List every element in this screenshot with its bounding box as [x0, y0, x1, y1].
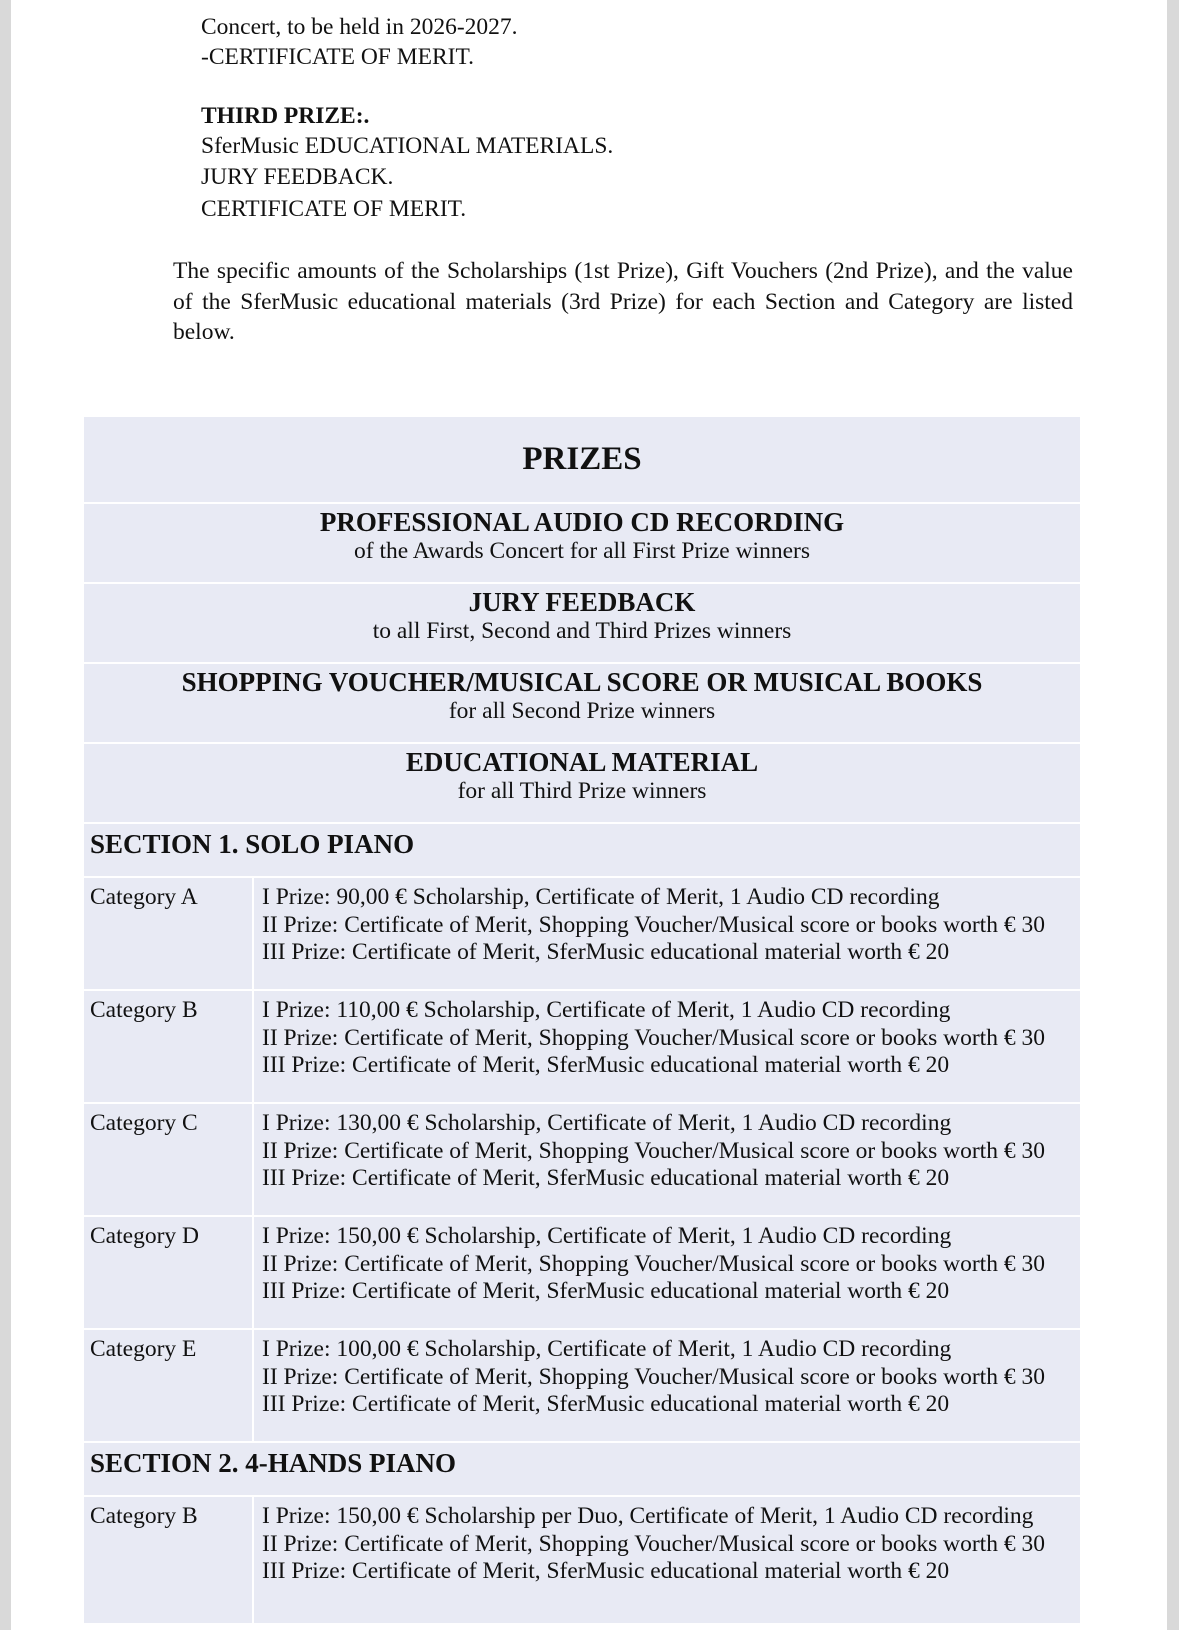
third-prize: III Prize: Certificate of Merit, SferMusic educational material worth € 20 — [262, 1278, 950, 1304]
third-prize-item: JURY FEEDBACK. — [201, 164, 394, 190]
category-label: Category A — [83, 877, 253, 990]
header-title: EDUCATIONAL MATERIAL — [405, 747, 759, 777]
header-educational-material — [83, 743, 1081, 823]
section-2-title: SECTION 2. 4-HANDS PIANO — [83, 1442, 1081, 1496]
document-page — [11, 0, 1167, 1630]
first-prize: I Prize: 150,00 € Scholarship, Certificate of Merit, 1 Audio CD recording — [262, 1223, 952, 1249]
third-prize: III Prize: Certificate of Merit, SferMusic educational material worth € 20 — [262, 1052, 950, 1078]
category-prizes — [253, 990, 1081, 1103]
header-sub: of the Awards Concert for all First Prize winners — [354, 538, 810, 564]
category-prizes — [253, 1329, 1081, 1442]
header-title: PROFESSIONAL AUDIO CD RECORDING — [319, 507, 845, 537]
second-prize: II Prize: Certificate of Merit, Shopping Voucher/Musical score or books worth € 30 — [262, 1137, 1045, 1164]
third-prize: III Prize: Certificate of Merit, SferMusic educational material worth € 20 — [262, 939, 950, 965]
second-prize: II Prize: Certificate of Merit, Shopping Voucher/Musical score or books worth € 30 — [262, 1363, 1045, 1390]
category-prizes — [253, 1496, 1081, 1624]
third-prize-heading: THIRD PRIZE:. — [201, 103, 370, 129]
section-1-title: SECTION 1. SOLO PIANO — [83, 823, 1081, 877]
first-prize: I Prize: 100,00 € Scholarship, Certificate of Merit, 1 Audio CD recording — [262, 1336, 952, 1362]
category-row — [83, 877, 1081, 990]
category-row — [83, 990, 1081, 1103]
header-shopping-voucher — [83, 663, 1081, 743]
category-prizes — [253, 1103, 1081, 1216]
second-prize: II Prize: Certificate of Merit, Shopping Voucher/Musical score or books worth € 30 — [262, 1250, 1045, 1277]
category-label: Category E — [83, 1329, 253, 1442]
prizes-table — [82, 415, 1082, 1625]
header-sub: for all Second Prize winners — [448, 698, 716, 724]
intro-line: -CERTIFICATE OF MERIT. — [201, 44, 474, 70]
intro-paragraph: The specific amounts of the Scholarships (1st Prize), Gift Vouchers (2nd Prize), and the value of the SferMusic educational materials (3rd Prize) for each Section and Category are listed below. — [173, 258, 1073, 345]
header-sub: for all Third Prize winners — [457, 778, 707, 804]
first-prize: I Prize: 90,00 € Scholarship, Certificate of Merit, 1 Audio CD recording — [262, 884, 940, 910]
header-jury-feedback — [83, 583, 1081, 663]
category-label: Category D — [83, 1216, 253, 1329]
category-label: Category B — [83, 990, 253, 1103]
header-title: JURY FEEDBACK — [468, 587, 696, 617]
third-prize-item: CERTIFICATE OF MERIT. — [201, 196, 467, 222]
header-title: SHOPPING VOUCHER/MUSICAL SCORE OR MUSICAL BOOKS — [181, 667, 983, 697]
category-row — [83, 1329, 1081, 1442]
category-row — [83, 1496, 1081, 1624]
prizes-title: PRIZES — [83, 416, 1081, 503]
second-prize: II Prize: Certificate of Merit, Shopping Voucher/Musical score or books worth € 30 — [262, 1024, 1045, 1051]
third-prize: III Prize: Certificate of Merit, SferMusic educational material worth € 20 — [262, 1391, 950, 1417]
third-prize-item: SferMusic EDUCATIONAL MATERIALS. — [201, 133, 614, 159]
header-sub: to all First, Second and Third Prizes winners — [372, 618, 792, 644]
category-label: Category C — [83, 1103, 253, 1216]
second-prize: II Prize: Certificate of Merit, Shopping Voucher/Musical score or books worth € 30 — [262, 911, 1045, 938]
first-prize: I Prize: 130,00 € Scholarship, Certificate of Merit, 1 Audio CD recording — [262, 1110, 952, 1136]
category-prizes — [253, 877, 1081, 990]
third-prize: III Prize: Certificate of Merit, SferMusic educational material worth € 20 — [262, 1165, 950, 1191]
category-row — [83, 1103, 1081, 1216]
first-prize: I Prize: 150,00 € Scholarship per Duo, Certificate of Merit, 1 Audio CD recording — [262, 1503, 1034, 1529]
category-prizes — [253, 1216, 1081, 1329]
intro-line: Concert, to be held in 2026-2027. — [201, 14, 518, 40]
first-prize: I Prize: 110,00 € Scholarship, Certificate of Merit, 1 Audio CD recording — [262, 997, 951, 1023]
header-cd-recording — [83, 503, 1081, 583]
second-prize: II Prize: Certificate of Merit, Shopping Voucher/Musical score or books worth € 30 — [262, 1530, 1045, 1557]
third-prize: III Prize: Certificate of Merit, SferMusic educational material worth € 20 — [262, 1558, 950, 1584]
category-label: Category B — [83, 1496, 253, 1624]
category-row — [83, 1216, 1081, 1329]
